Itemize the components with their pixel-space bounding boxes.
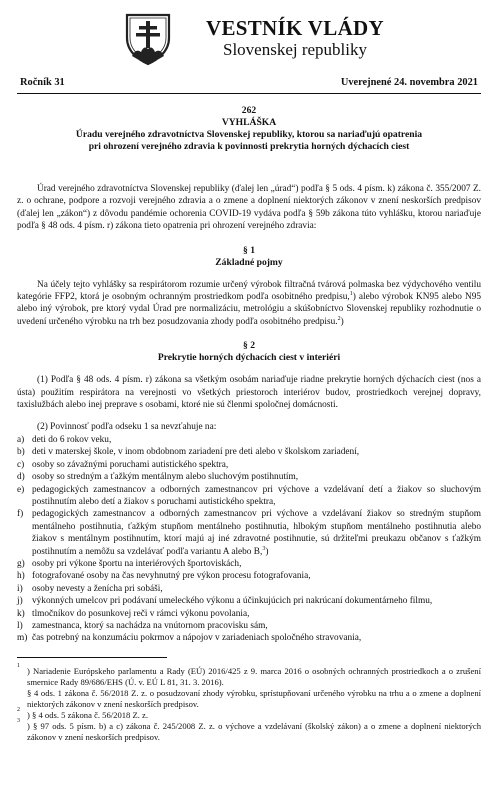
list-item-letter: b) [17, 447, 25, 458]
list-item-text: osoby so závažnými poruchami autistického spektra, [32, 459, 229, 470]
footnote-1 [17, 662, 481, 688]
published-date: Uverejnené 24. novembra 2021 [340, 77, 478, 88]
gazette-title: VESTNÍK VLÁDY [206, 16, 384, 40]
list-item-letter: h) [17, 571, 25, 582]
decree-title-line2: pri ohrození verejného zdravia k povinnosti prekrytia horných dýchacích ciest [88, 141, 410, 152]
list-item [17, 446, 481, 458]
volume-label: Ročník 31 [20, 77, 65, 88]
list-item [17, 484, 481, 509]
list-item-text: tlmočníkov do posunkovej reči v rámci výkonu povolania, [32, 608, 250, 619]
list-item [17, 632, 481, 644]
footnote-2 [17, 706, 481, 721]
list-item-text: deti do 6 rokov veku, [32, 434, 112, 445]
list-item [17, 583, 481, 595]
gazette-subtitle: Slovenskej republiky [222, 40, 367, 59]
list-item [17, 434, 481, 446]
footnote-ref-3[interactable]: 3 [262, 545, 266, 552]
footnote-mark: 1 [17, 662, 20, 669]
footnote-ref-1[interactable]: 1 [349, 290, 353, 297]
list-item-letter: l) [17, 620, 23, 631]
list-item-text: fotografované osoby na čas nevyhnutný pre výkon procesu fotografovania, [32, 571, 311, 582]
list-item-letter: k) [17, 608, 25, 619]
exemption-list [17, 434, 481, 645]
preamble: Úrad verejného zdravotníctva Slovenskej republiky (ďalej len „úrad“) podľa § 5 ods. 4 písm. k) zákona č. 355/2007 Z. z. o ochrane, podpore a rozvoji verejného zdravia a o zmene a doplnení niektorých zákonov v znení neskorších predpisov (ďalej len „zákon“) z dôvodu pandémie ochorenia COVID-19 vydáva podľa § 59b zákona túto vyhlášku, ktorou nariaďuje podľa § 48 ods. 4 písm. r) zákona tieto opatrenia pri ohrození verejného zdravia: [17, 184, 481, 232]
section1-text-part1: Na účely tejto vyhlášky sa respirátorom rozumie určený výrobok filtračná tvárová polmaska bez výdychového ventilu kategórie FFP2, ktorá je osobným ochranným prostriedkom podľa osobitného predpisu, [17, 279, 481, 303]
list-item-text-tail: ) [265, 546, 269, 557]
footnote-3 [17, 717, 481, 743]
footnote-mark: 2 [17, 706, 20, 713]
list-item [17, 620, 481, 632]
list-item [17, 570, 481, 582]
list-item-letter: g) [17, 558, 25, 569]
list-item [17, 459, 481, 471]
list-item [17, 558, 481, 570]
decree-title-line1: Úradu verejného zdravotníctva Slovenskej republiky, ktorou sa nariaďujú opatrenia [75, 129, 423, 140]
list-item-letter: d) [17, 472, 25, 483]
footnote-mark: 3 [17, 717, 20, 724]
header-rule [17, 93, 481, 94]
section1-number: § 1 [243, 244, 255, 256]
footnote-rule [17, 657, 167, 658]
list-item-text: deti v materskej škole, v inom obdobnom zariadení pre deti alebo v školskom zariadení, [32, 447, 360, 458]
list-item-letter: i) [17, 583, 23, 594]
list-item-text [32, 508, 481, 558]
list-item-letter: e) [17, 484, 25, 495]
footnote-text: ) § 4 ods. 5 zákona č. 56/2018 Z. z. [27, 709, 149, 720]
list-item-text: osoby so stredným a ťažkým mentálnym alebo sluchovým postihnutím, [32, 472, 299, 483]
footnote-text: ) § 97 ods. 5 písm. b) a c) zákona č. 245/2008 Z. z. o výchove a vzdelávaní (školský zákon) a o zmene a doplnení niektorých zákonov v znení neskorších predpisov. [27, 720, 481, 742]
list-item-letter: j) [17, 596, 23, 607]
section1-title: Základné pojmy [215, 256, 283, 268]
list-item-text: osoby nevesty a ženícha pri sobáši, [32, 583, 163, 594]
section2-number: § 2 [243, 340, 255, 352]
section1-text-part2: ) alebo výrobok KN95 alebo N95 alebo iný výrobok, pre ktorý vydal Úrad pre normalizáciu, metrológiu a skúšobníctvo Slovenskej republiky rozhodnutie o uvedení určeného výrobku na trh bez posudzovania zhody podľa osobitného predpisu. [17, 292, 481, 327]
footnote-ref-2[interactable]: 2 [337, 315, 341, 322]
section1-text-part3: ) [340, 316, 344, 327]
section2-para2-intro: (2) Povinnosť podľa odseku 1 sa nevzťahuje na: [37, 422, 217, 433]
list-item-text: výkonných umelcov pri podávaní umeleckého výkonu a účinkujúcich pri nakrúcaní dokumentárneho filmu, [32, 596, 433, 607]
list-item-letter: m) [17, 633, 28, 644]
issue-row [17, 70, 481, 93]
decree-type: VYHLÁŠKA [221, 117, 277, 128]
footnote-1-continuation: § 4 ods. 1 zákona č. 56/2018 Z. z. o posudzovaní zhody výrobku, sprístupňovaní určeného výrobku na trhu a o zmene a doplnení niektorých zákonov v znení neskorších predpisov. [27, 687, 481, 709]
list-item [17, 608, 481, 620]
list-item-letter: c) [17, 459, 25, 470]
list-item [17, 595, 481, 607]
slovak-coat-of-arms-icon [123, 12, 173, 66]
list-item-letter: f) [17, 509, 24, 520]
list-item-text-body: pedagogických zamestnancov a odborných zamestnancov pri výchove a vzdelávaní žiakov so stredným stupňom mentálneho postihnutia, ťažkým stupňom mentálneho postihnutia, hlbokým stupňom mentálneho postihnutia alebo žiakov s mentálnym postihnutím, ktorí majú aj iné zdravotné postihnutie, sú držiteľmi preukazu občanov s ťažkým postihnutím a nemôžu sa vzdelávať podľa variantu A alebo B, [32, 509, 481, 557]
section2-para1: (1) Podľa § 48 ods. 4 písm. r) zákona sa všetkým osobám nariaďuje riadne prekrytie horných dýchacích ciest (nos a ústa) použitím respirátora na verejnosti vo všetkých priestoroch interiérov budov, prostriedkoch verejnej dopravy, taxislužbách alebo inej preprave s osobami, ktoré nie sú členmi spoločnej domácnosti. [17, 375, 481, 411]
section2-title: Prekrytie horných dýchacích ciest v interiéri [157, 352, 341, 364]
list-item-text: pedagogických zamestnancov a odborných zamestnancov pri výchove a vzdelávaní detí a žiakov so sluchovým postihnutím alebo detí a žiakov s poruchami autistického spektra, [32, 484, 481, 507]
list-item-text: zamestnanca, ktorý sa nachádza na vnútornom pracovisku sám, [32, 620, 268, 631]
footnote-text: ) Nariadenie Európskeho parlamentu a Rady (EÚ) 2016/425 z 9. marca 2016 o osobných ochranných prostriedkoch a o zrušení smernice Rady 89/686/EHS (Ú. v. EÚ L 81, 31. 3. 2016). [27, 665, 481, 687]
list-item-text: osoby pri výkone športu na interiérových športoviskách, [32, 558, 242, 569]
list-item [17, 508, 481, 558]
list-item-text: čas potrebný na konzumáciu pokrmov a nápojov v zariadeniach spoločného stravovania, [32, 633, 362, 644]
section1-text [17, 279, 481, 329]
list-item-letter: a) [17, 434, 25, 445]
decree-number: 262 [241, 105, 257, 116]
list-item [17, 471, 481, 483]
masthead [17, 0, 481, 70]
